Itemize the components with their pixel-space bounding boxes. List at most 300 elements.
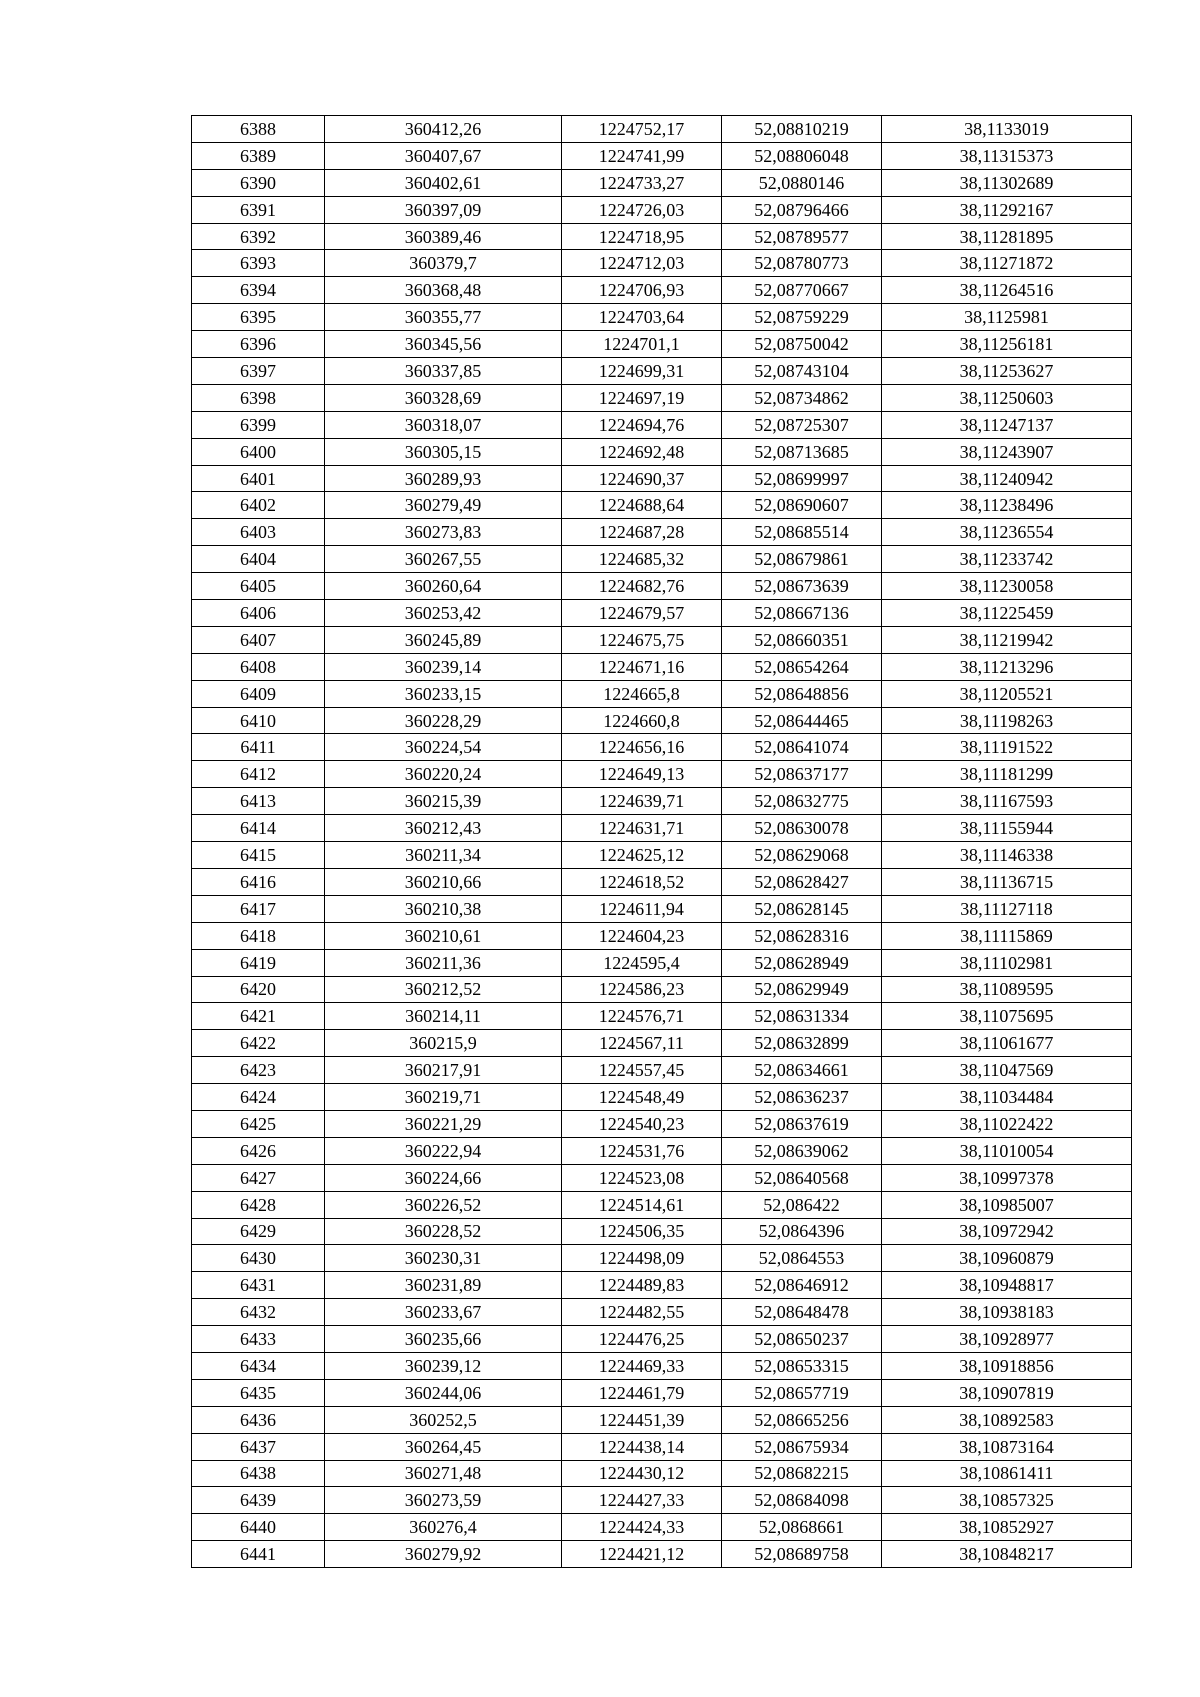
y-coordinate-cell: 1224688,64 [562,492,722,519]
latitude-cell: 52,08660351 [722,626,882,653]
table-row [192,707,1132,734]
x-coordinate-cell: 360224,66 [325,1164,562,1191]
y-coordinate-cell: 1224540,23 [562,1110,722,1137]
longitude-cell: 38,11302689 [882,169,1132,196]
y-coordinate-cell: 1224625,12 [562,842,722,869]
point-number-cell: 6425 [192,1110,325,1137]
point-number-cell: 6437 [192,1433,325,1460]
latitude-cell: 52,08789577 [722,223,882,250]
y-coordinate-cell: 1224506,35 [562,1218,722,1245]
longitude-cell: 38,11213296 [882,653,1132,680]
x-coordinate-cell: 360368,48 [325,277,562,304]
table-row [192,1218,1132,1245]
table-row [192,1460,1132,1487]
point-number-cell: 6393 [192,250,325,277]
x-coordinate-cell: 360389,46 [325,223,562,250]
longitude-cell: 38,11315373 [882,142,1132,169]
table-row [192,384,1132,411]
point-number-cell: 6423 [192,1057,325,1084]
latitude-cell: 52,08628427 [722,868,882,895]
point-number-cell: 6435 [192,1379,325,1406]
point-number-cell: 6402 [192,492,325,519]
point-number-cell: 6410 [192,707,325,734]
longitude-cell: 38,11155944 [882,815,1132,842]
latitude-cell: 52,08699997 [722,465,882,492]
x-coordinate-cell: 360276,4 [325,1514,562,1541]
latitude-cell: 52,08648478 [722,1299,882,1326]
longitude-cell: 38,11127118 [882,895,1132,922]
table-row [192,250,1132,277]
table-row [192,1299,1132,1326]
table-row [192,1164,1132,1191]
latitude-cell: 52,08734862 [722,384,882,411]
longitude-cell: 38,10928977 [882,1326,1132,1353]
latitude-cell: 52,08690607 [722,492,882,519]
longitude-cell: 38,11010054 [882,1137,1132,1164]
longitude-cell: 38,10848217 [882,1541,1132,1568]
y-coordinate-cell: 1224618,52 [562,868,722,895]
longitude-cell: 38,11034484 [882,1084,1132,1111]
y-coordinate-cell: 1224697,19 [562,384,722,411]
x-coordinate-cell: 360239,12 [325,1352,562,1379]
table-row [192,761,1132,788]
point-number-cell: 6439 [192,1487,325,1514]
x-coordinate-cell: 360244,06 [325,1379,562,1406]
point-number-cell: 6396 [192,331,325,358]
x-coordinate-cell: 360264,45 [325,1433,562,1460]
latitude-cell: 52,08685514 [722,519,882,546]
x-coordinate-cell: 360215,39 [325,788,562,815]
latitude-cell: 52,08631334 [722,1003,882,1030]
longitude-cell: 38,11047569 [882,1057,1132,1084]
latitude-cell: 52,08644465 [722,707,882,734]
point-number-cell: 6432 [192,1299,325,1326]
longitude-cell: 38,11198263 [882,707,1132,734]
table-row [192,922,1132,949]
table-row [192,1030,1132,1057]
longitude-cell: 38,11115869 [882,922,1132,949]
table-row [192,868,1132,895]
latitude-cell: 52,08667136 [722,600,882,627]
x-coordinate-cell: 360279,49 [325,492,562,519]
x-coordinate-cell: 360212,43 [325,815,562,842]
table-row [192,1245,1132,1272]
latitude-cell: 52,08653315 [722,1352,882,1379]
table-row [192,196,1132,223]
x-coordinate-cell: 360289,93 [325,465,562,492]
latitude-cell: 52,08648856 [722,680,882,707]
table-row [192,546,1132,573]
longitude-cell: 38,10985007 [882,1191,1132,1218]
x-coordinate-cell: 360228,29 [325,707,562,734]
table-row [192,1406,1132,1433]
latitude-cell: 52,08628145 [722,895,882,922]
x-coordinate-cell: 360412,26 [325,116,562,143]
point-number-cell: 6407 [192,626,325,653]
table-row [192,411,1132,438]
longitude-cell: 38,10852927 [882,1514,1132,1541]
x-coordinate-cell: 360221,29 [325,1110,562,1137]
table-row [192,788,1132,815]
longitude-cell: 38,11292167 [882,196,1132,223]
x-coordinate-cell: 360212,52 [325,976,562,1003]
y-coordinate-cell: 1224421,12 [562,1541,722,1568]
latitude-cell: 52,08806048 [722,142,882,169]
longitude-cell: 38,11075695 [882,1003,1132,1030]
point-number-cell: 6388 [192,116,325,143]
table-row [192,1541,1132,1568]
point-number-cell: 6405 [192,573,325,600]
latitude-cell: 52,08675934 [722,1433,882,1460]
longitude-cell: 38,10892583 [882,1406,1132,1433]
point-number-cell: 6419 [192,949,325,976]
x-coordinate-cell: 360233,15 [325,680,562,707]
latitude-cell: 52,08665256 [722,1406,882,1433]
table-row [192,1433,1132,1460]
table-row [192,304,1132,331]
y-coordinate-cell: 1224685,32 [562,546,722,573]
latitude-cell: 52,08743104 [722,358,882,385]
latitude-cell: 52,08713685 [722,438,882,465]
latitude-cell: 52,08679861 [722,546,882,573]
longitude-cell: 38,11247137 [882,411,1132,438]
y-coordinate-cell: 1224523,08 [562,1164,722,1191]
y-coordinate-cell: 1224639,71 [562,788,722,815]
point-number-cell: 6399 [192,411,325,438]
point-number-cell: 6413 [192,788,325,815]
latitude-cell: 52,08646912 [722,1272,882,1299]
x-coordinate-cell: 360219,71 [325,1084,562,1111]
latitude-cell: 52,08629068 [722,842,882,869]
point-number-cell: 6395 [192,304,325,331]
table-row [192,358,1132,385]
x-coordinate-cell: 360233,67 [325,1299,562,1326]
table-row [192,949,1132,976]
table-row [192,1003,1132,1030]
latitude-cell: 52,0864553 [722,1245,882,1272]
latitude-cell: 52,0880146 [722,169,882,196]
x-coordinate-cell: 360337,85 [325,358,562,385]
point-number-cell: 6398 [192,384,325,411]
y-coordinate-cell: 1224514,61 [562,1191,722,1218]
latitude-cell: 52,08632775 [722,788,882,815]
latitude-cell: 52,08639062 [722,1137,882,1164]
table-row [192,116,1132,143]
longitude-cell: 38,1125981 [882,304,1132,331]
longitude-cell: 38,10997378 [882,1164,1132,1191]
point-number-cell: 6391 [192,196,325,223]
longitude-cell: 38,11250603 [882,384,1132,411]
latitude-cell: 52,08634661 [722,1057,882,1084]
x-coordinate-cell: 360211,34 [325,842,562,869]
point-number-cell: 6417 [192,895,325,922]
table-row [192,600,1132,627]
table-row [192,465,1132,492]
y-coordinate-cell: 1224469,33 [562,1352,722,1379]
x-coordinate-cell: 360228,52 [325,1218,562,1245]
x-coordinate-cell: 360397,09 [325,196,562,223]
point-number-cell: 6392 [192,223,325,250]
y-coordinate-cell: 1224660,8 [562,707,722,734]
point-number-cell: 6403 [192,519,325,546]
longitude-cell: 38,11022422 [882,1110,1132,1137]
y-coordinate-cell: 1224531,76 [562,1137,722,1164]
point-number-cell: 6415 [192,842,325,869]
point-number-cell: 6418 [192,922,325,949]
latitude-cell: 52,08637177 [722,761,882,788]
latitude-cell: 52,0864396 [722,1218,882,1245]
point-number-cell: 6434 [192,1352,325,1379]
latitude-cell: 52,08725307 [722,411,882,438]
y-coordinate-cell: 1224476,25 [562,1326,722,1353]
point-number-cell: 6400 [192,438,325,465]
y-coordinate-cell: 1224694,76 [562,411,722,438]
longitude-cell: 38,11225459 [882,600,1132,627]
point-number-cell: 6408 [192,653,325,680]
y-coordinate-cell: 1224665,8 [562,680,722,707]
x-coordinate-cell: 360345,56 [325,331,562,358]
y-coordinate-cell: 1224712,03 [562,250,722,277]
x-coordinate-cell: 360231,89 [325,1272,562,1299]
table-row [192,842,1132,869]
latitude-cell: 52,08770667 [722,277,882,304]
table-row [192,223,1132,250]
longitude-cell: 38,11240942 [882,465,1132,492]
y-coordinate-cell: 1224706,93 [562,277,722,304]
x-coordinate-cell: 360217,91 [325,1057,562,1084]
longitude-cell: 38,11238496 [882,492,1132,519]
y-coordinate-cell: 1224548,49 [562,1084,722,1111]
longitude-cell: 38,11205521 [882,680,1132,707]
longitude-cell: 38,10960879 [882,1245,1132,1272]
x-coordinate-cell: 360211,36 [325,949,562,976]
point-number-cell: 6412 [192,761,325,788]
y-coordinate-cell: 1224687,28 [562,519,722,546]
longitude-cell: 38,11271872 [882,250,1132,277]
table-row [192,142,1132,169]
table-row [192,1326,1132,1353]
table-row [192,1514,1132,1541]
point-number-cell: 6436 [192,1406,325,1433]
point-number-cell: 6438 [192,1460,325,1487]
point-number-cell: 6424 [192,1084,325,1111]
longitude-cell: 38,11233742 [882,546,1132,573]
longitude-cell: 38,11136715 [882,868,1132,895]
longitude-cell: 38,10948817 [882,1272,1132,1299]
point-number-cell: 6420 [192,976,325,1003]
point-number-cell: 6411 [192,734,325,761]
table-row [192,1272,1132,1299]
x-coordinate-cell: 360267,55 [325,546,562,573]
longitude-cell: 38,11191522 [882,734,1132,761]
x-coordinate-cell: 360214,11 [325,1003,562,1030]
longitude-cell: 38,11089595 [882,976,1132,1003]
longitude-cell: 38,1133019 [882,116,1132,143]
longitude-cell: 38,10857325 [882,1487,1132,1514]
latitude-cell: 52,08636237 [722,1084,882,1111]
y-coordinate-cell: 1224611,94 [562,895,722,922]
x-coordinate-cell: 360224,54 [325,734,562,761]
y-coordinate-cell: 1224726,03 [562,196,722,223]
x-coordinate-cell: 360235,66 [325,1326,562,1353]
point-number-cell: 6416 [192,868,325,895]
latitude-cell: 52,08682215 [722,1460,882,1487]
latitude-cell: 52,08637619 [722,1110,882,1137]
y-coordinate-cell: 1224741,99 [562,142,722,169]
coordinate-table-body [192,116,1132,1568]
longitude-cell: 38,11230058 [882,573,1132,600]
x-coordinate-cell: 360222,94 [325,1137,562,1164]
x-coordinate-cell: 360245,89 [325,626,562,653]
y-coordinate-cell: 1224703,64 [562,304,722,331]
table-row [192,815,1132,842]
x-coordinate-cell: 360252,5 [325,1406,562,1433]
y-coordinate-cell: 1224498,09 [562,1245,722,1272]
x-coordinate-cell: 360230,31 [325,1245,562,1272]
point-number-cell: 6401 [192,465,325,492]
latitude-cell: 52,08673639 [722,573,882,600]
longitude-cell: 38,11102981 [882,949,1132,976]
x-coordinate-cell: 360210,61 [325,922,562,949]
x-coordinate-cell: 360210,66 [325,868,562,895]
latitude-cell: 52,08750042 [722,331,882,358]
latitude-cell: 52,08684098 [722,1487,882,1514]
y-coordinate-cell: 1224649,13 [562,761,722,788]
point-number-cell: 6440 [192,1514,325,1541]
latitude-cell: 52,08628949 [722,949,882,976]
y-coordinate-cell: 1224671,16 [562,653,722,680]
longitude-cell: 38,11061677 [882,1030,1132,1057]
latitude-cell: 52,08629949 [722,976,882,1003]
table-row [192,734,1132,761]
longitude-cell: 38,10938183 [882,1299,1132,1326]
table-row [192,519,1132,546]
table-row [192,1191,1132,1218]
latitude-cell: 52,086422 [722,1191,882,1218]
y-coordinate-cell: 1224557,45 [562,1057,722,1084]
point-number-cell: 6409 [192,680,325,707]
point-number-cell: 6397 [192,358,325,385]
x-coordinate-cell: 360379,7 [325,250,562,277]
longitude-cell: 38,11264516 [882,277,1132,304]
coordinate-table [191,115,1132,1568]
latitude-cell: 52,08630078 [722,815,882,842]
x-coordinate-cell: 360226,52 [325,1191,562,1218]
x-coordinate-cell: 360318,07 [325,411,562,438]
x-coordinate-cell: 360260,64 [325,573,562,600]
y-coordinate-cell: 1224699,31 [562,358,722,385]
y-coordinate-cell: 1224482,55 [562,1299,722,1326]
latitude-cell: 52,08810219 [722,116,882,143]
point-number-cell: 6404 [192,546,325,573]
longitude-cell: 38,11281895 [882,223,1132,250]
y-coordinate-cell: 1224679,57 [562,600,722,627]
point-number-cell: 6433 [192,1326,325,1353]
x-coordinate-cell: 360271,48 [325,1460,562,1487]
table-row [192,169,1132,196]
longitude-cell: 38,11181299 [882,761,1132,788]
x-coordinate-cell: 360273,59 [325,1487,562,1514]
point-number-cell: 6431 [192,1272,325,1299]
latitude-cell: 52,08632899 [722,1030,882,1057]
longitude-cell: 38,11243907 [882,438,1132,465]
y-coordinate-cell: 1224461,79 [562,1379,722,1406]
y-coordinate-cell: 1224733,27 [562,169,722,196]
table-row [192,1057,1132,1084]
y-coordinate-cell: 1224692,48 [562,438,722,465]
y-coordinate-cell: 1224489,83 [562,1272,722,1299]
x-coordinate-cell: 360355,77 [325,304,562,331]
x-coordinate-cell: 360215,9 [325,1030,562,1057]
table-row [192,277,1132,304]
point-number-cell: 6426 [192,1137,325,1164]
y-coordinate-cell: 1224718,95 [562,223,722,250]
x-coordinate-cell: 360253,42 [325,600,562,627]
y-coordinate-cell: 1224451,39 [562,1406,722,1433]
table-row [192,895,1132,922]
y-coordinate-cell: 1224690,37 [562,465,722,492]
point-number-cell: 6422 [192,1030,325,1057]
longitude-cell: 38,10907819 [882,1379,1132,1406]
table-row [192,1379,1132,1406]
x-coordinate-cell: 360210,38 [325,895,562,922]
point-number-cell: 6441 [192,1541,325,1568]
point-number-cell: 6389 [192,142,325,169]
y-coordinate-cell: 1224576,71 [562,1003,722,1030]
y-coordinate-cell: 1224424,33 [562,1514,722,1541]
table-row [192,680,1132,707]
latitude-cell: 52,08628316 [722,922,882,949]
latitude-cell: 52,08640568 [722,1164,882,1191]
point-number-cell: 6414 [192,815,325,842]
table-row [192,1352,1132,1379]
y-coordinate-cell: 1224586,23 [562,976,722,1003]
latitude-cell: 52,08759229 [722,304,882,331]
point-number-cell: 6421 [192,1003,325,1030]
table-row [192,653,1132,680]
x-coordinate-cell: 360305,15 [325,438,562,465]
table-row [192,976,1132,1003]
longitude-cell: 38,10918856 [882,1352,1132,1379]
point-number-cell: 6390 [192,169,325,196]
y-coordinate-cell: 1224752,17 [562,116,722,143]
latitude-cell: 52,08650237 [722,1326,882,1353]
table-row [192,438,1132,465]
x-coordinate-cell: 360239,14 [325,653,562,680]
longitude-cell: 38,11236554 [882,519,1132,546]
table-row [192,331,1132,358]
y-coordinate-cell: 1224595,4 [562,949,722,976]
x-coordinate-cell: 360328,69 [325,384,562,411]
y-coordinate-cell: 1224675,75 [562,626,722,653]
y-coordinate-cell: 1224701,1 [562,331,722,358]
longitude-cell: 38,11253627 [882,358,1132,385]
table-row [192,1487,1132,1514]
y-coordinate-cell: 1224567,11 [562,1030,722,1057]
x-coordinate-cell: 360279,92 [325,1541,562,1568]
latitude-cell: 52,08689758 [722,1541,882,1568]
latitude-cell: 52,08654264 [722,653,882,680]
longitude-cell: 38,11146338 [882,842,1132,869]
longitude-cell: 38,11256181 [882,331,1132,358]
y-coordinate-cell: 1224430,12 [562,1460,722,1487]
table-row [192,1137,1132,1164]
point-number-cell: 6428 [192,1191,325,1218]
latitude-cell: 52,08641074 [722,734,882,761]
latitude-cell: 52,0868661 [722,1514,882,1541]
latitude-cell: 52,08796466 [722,196,882,223]
table-row [192,573,1132,600]
